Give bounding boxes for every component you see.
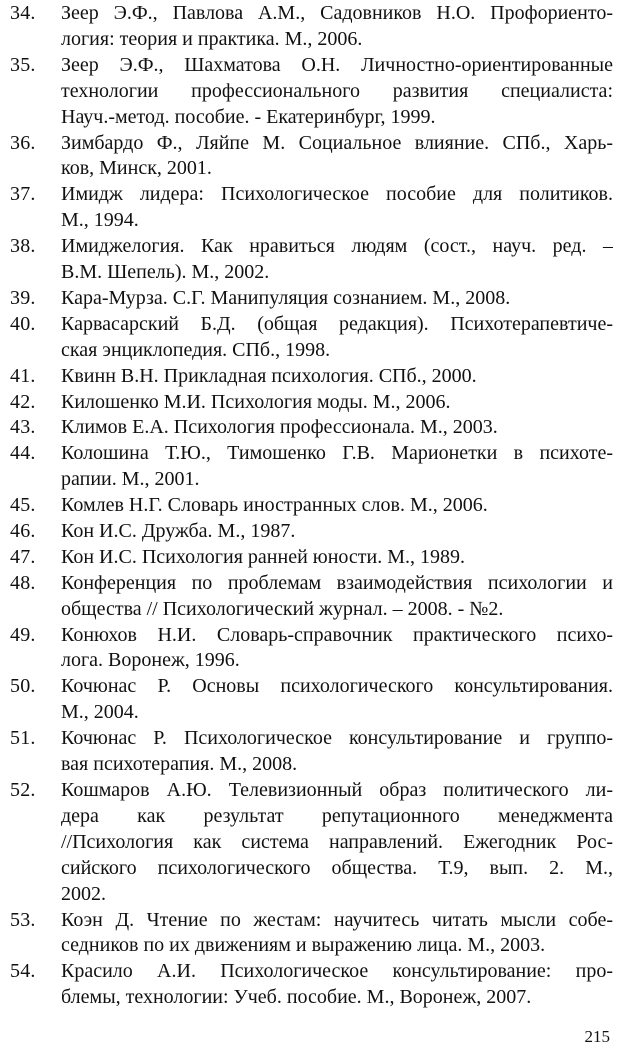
reference-text-line: //Психология как система направлений. Ежегодник Рос- [61,830,613,853]
reference-text-line: ская энциклопедия. СПб., 1998. [61,338,331,361]
reference-text-line: Красило А.И. Психологическое консультирование: про- [61,960,613,983]
reference-text-line: Конюхов Н.И. Словарь-справочник практического психо- [61,623,613,646]
reference-text-line: сийского психологического общества. Т.9, вып. 2. М., [61,856,613,879]
reference-number: 34. [10,2,36,24]
reference-text-line: Конференция по проблемам взаимодействия психологии и [61,571,613,594]
reference-number: 36. [10,131,36,154]
reference-number: 41. [10,364,36,387]
reference-number: 50. [10,675,36,698]
reference-text-line: рапии. М., 2001. [61,468,200,491]
reference-text-line: Кон И.С. Психология ранней юности. М., 1989. [61,545,466,568]
reference-text-line: Климов Е.А. Психология профессионала. М., 2003. [61,416,498,439]
reference-text-line: Кочюнас Р. Психологическое консультирование и группо- [61,727,613,750]
reference-number: 54. [10,960,36,983]
reference-number: 44. [10,442,36,465]
reference-text-line: М., 1994. [61,209,139,232]
reference-text-line: логия: теория и практика. М., 2006. [61,27,363,50]
reference-number: 38. [10,235,36,258]
reference-text-line: Квинн В.Н. Прикладная психология. СПб., 2000. [61,364,477,387]
reference-text-line: 2002. [61,882,106,905]
reference-text-line: вая психотерапия. М., 2008. [61,753,298,776]
reference-text-line: Имиджелогия. Как нравиться людям (сост., науч. ред. – [61,235,613,258]
reference-number: 53. [10,908,36,931]
reference-number: 35. [10,53,36,76]
reference-text-line: Колошина Т.Ю., Тимошенко Г.В. Марионетки в психоте- [61,442,613,465]
reference-text-line: Кошмаров А.Ю. Телевизионный образ политического ли- [61,779,613,801]
reference-text-line: Карвасарский Б.Д. (общая редакция). Психотерапевтиче- [61,312,613,335]
reference-text-line: Кара-Мурза. С.Г. Манипуляция сознанием. М., 2008. [61,286,511,309]
reference-number: 52. [10,779,36,801]
reference-text-line: Имидж лидера: Психологическое пособие для политиков. [61,183,613,206]
reference-number: 49. [10,623,36,646]
reference-number: 46. [10,520,36,542]
reference-number: 39. [10,286,36,309]
reference-number: 45. [10,494,36,517]
reference-text-line: общества // Психологический журнал. – 2008. - №2. [61,597,504,620]
reference-text-line: Зеер Э.Ф., Павлова А.М., Садовников Н.О. Профориенто- [61,2,613,24]
reference-text-line: седников по их движениям и выражению лица. М., 2003. [61,934,546,957]
reference-number: 47. [10,545,36,568]
reference-number: 51. [10,727,36,750]
page-number: 215 [584,1027,610,1046]
reference-text-line: Кон И.С. Дружба. М., 1987. [61,520,296,542]
reference-text-line: Комлев Н.Г. Словарь иностранных слов. М., 2006. [61,494,488,517]
reference-text-line: Зимбардо Ф., Ляйпе М. Социальное влияние. СПб., Харь- [61,131,613,154]
reference-text-line: технологии профессионального развития специалиста: [61,79,613,102]
reference-text-line: ков, Минск, 2001. [61,157,212,180]
reference-text-line: Науч.-метод. пособие. - Екатеринбург, 1999. [61,105,436,128]
reference-number: 42. [10,390,36,413]
reference-number: 37. [10,183,36,206]
reference-text-line: В.М. Шепель). М., 2002. [61,260,270,283]
reference-number: 43. [10,416,36,439]
reference-text-line: Кочюнас Р. Основы психологического консультирования. [61,675,613,698]
reference-number: 48. [10,571,36,594]
reference-text-line: дера как результат репутационного менеджмента [61,804,613,827]
reference-text-line: Килошенко М.И. Психология моды. М., 2006. [61,390,451,413]
reference-number: 40. [10,312,36,335]
reference-text-line: М., 2004. [61,701,139,724]
reference-text-line: Коэн Д. Чтение по жестам: научитесь читать мысли собе- [61,908,613,931]
reference-text-line: Зеер Э.Ф., Шахматова О.Н. Личностно-ориентированные [61,53,613,76]
reference-text-line: блемы, технологии: Учеб. пособие. М., Воронеж, 2007. [61,986,532,1009]
reference-text-line: лога. Воронеж, 1996. [61,649,240,672]
